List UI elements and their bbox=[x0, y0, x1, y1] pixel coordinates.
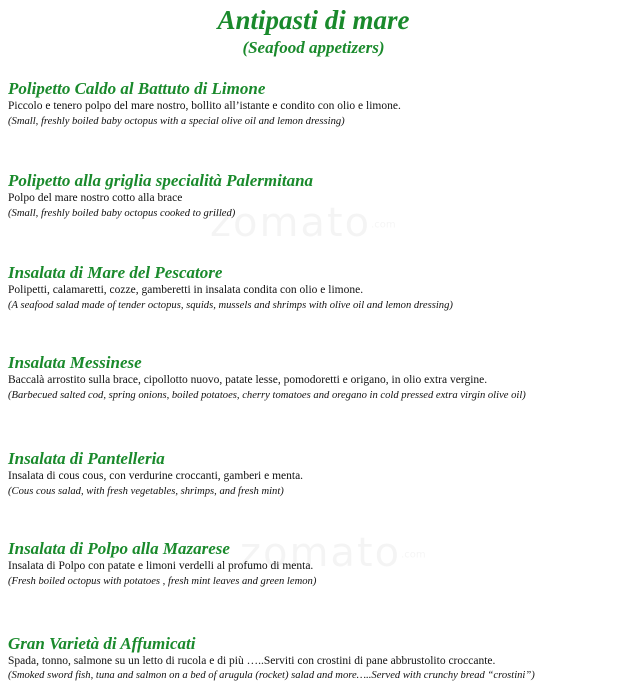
dish-english-translation: (Small, freshly boiled baby octopus with a special olive oil and lemon dressing) bbox=[8, 116, 345, 127]
dish-description: Spada, tonno, salmone su un letto di rucola e di più …..Serviti con crostini di pane abbrustolito croccante. bbox=[8, 655, 496, 667]
dish-english-translation: (Cous cous salad, with fresh vegetables, shrimps, and fresh mint) bbox=[8, 486, 284, 497]
dish-english-translation: (Smoked sword fish, tuna and salmon on a bed of arugula (rocket) salad and more…..Served with crunchy bread “crostini”) bbox=[8, 670, 535, 681]
dish-item bbox=[8, 539, 620, 589]
dish-name: Insalata di Polpo alla Mazarese bbox=[8, 539, 230, 558]
dish-name: Insalata di Mare del Pescatore bbox=[8, 263, 223, 282]
dish-english-translation: (Barbecued salted cod, spring onions, boiled potatoes, cherry tomatoes and oregano in cold pressed extra virgin olive oil) bbox=[8, 390, 526, 401]
menu-section-subtitle: (Seafood appetizers) bbox=[242, 38, 385, 57]
dish-description: Piccolo e tenero polpo del mare nostro, bollito all’istante e condito con olio e limone. bbox=[8, 100, 401, 112]
dish-name: Insalata Messinese bbox=[8, 353, 142, 372]
menu-section-title: Antipasti di mare bbox=[217, 5, 410, 35]
dish-name: Gran Varietà di Affumicati bbox=[8, 634, 196, 653]
dish-item bbox=[8, 449, 620, 499]
dish-item bbox=[8, 171, 620, 221]
dish-item bbox=[8, 79, 620, 129]
dish-name: Polipetto alla griglia specialità Palermitana bbox=[8, 171, 314, 190]
dish-description: Polipetti, calamaretti, cozze, gamberetti in insalata condita con olio e limone. bbox=[8, 284, 364, 296]
dish-english-translation: (A seafood salad made of tender octopus, squids, mussels and shrimps with olive oil and lemon dressing) bbox=[8, 300, 453, 311]
dish-description: Insalata di Polpo con patate e limoni verdelli al profumo di menta. bbox=[8, 560, 314, 572]
dish-description: Insalata di cous cous, con verdurine croccanti, gamberi e menta. bbox=[8, 470, 304, 482]
dish-description: Baccalà arrostito sulla brace, cipollotto nuovo, patate lesse, pomodoretti e origano, in olio extra vergine. bbox=[8, 374, 488, 386]
dish-english-translation: (Small, freshly boiled baby octopus cooked to grilled) bbox=[8, 208, 236, 219]
dish-english-translation: (Fresh boiled octopus with potatoes , fresh mint leaves and green lemon) bbox=[8, 576, 317, 587]
dish-item bbox=[8, 634, 620, 682]
dish-item bbox=[8, 353, 620, 403]
watermark-suffix bbox=[371, 220, 396, 231]
dish-name: Polipetto Caldo al Battuto di Limone bbox=[8, 79, 266, 98]
dish-item bbox=[8, 263, 620, 313]
dish-name: Insalata di Pantelleria bbox=[8, 449, 165, 468]
dish-description: Polpo del mare nostro cotto alla brace bbox=[8, 192, 183, 204]
